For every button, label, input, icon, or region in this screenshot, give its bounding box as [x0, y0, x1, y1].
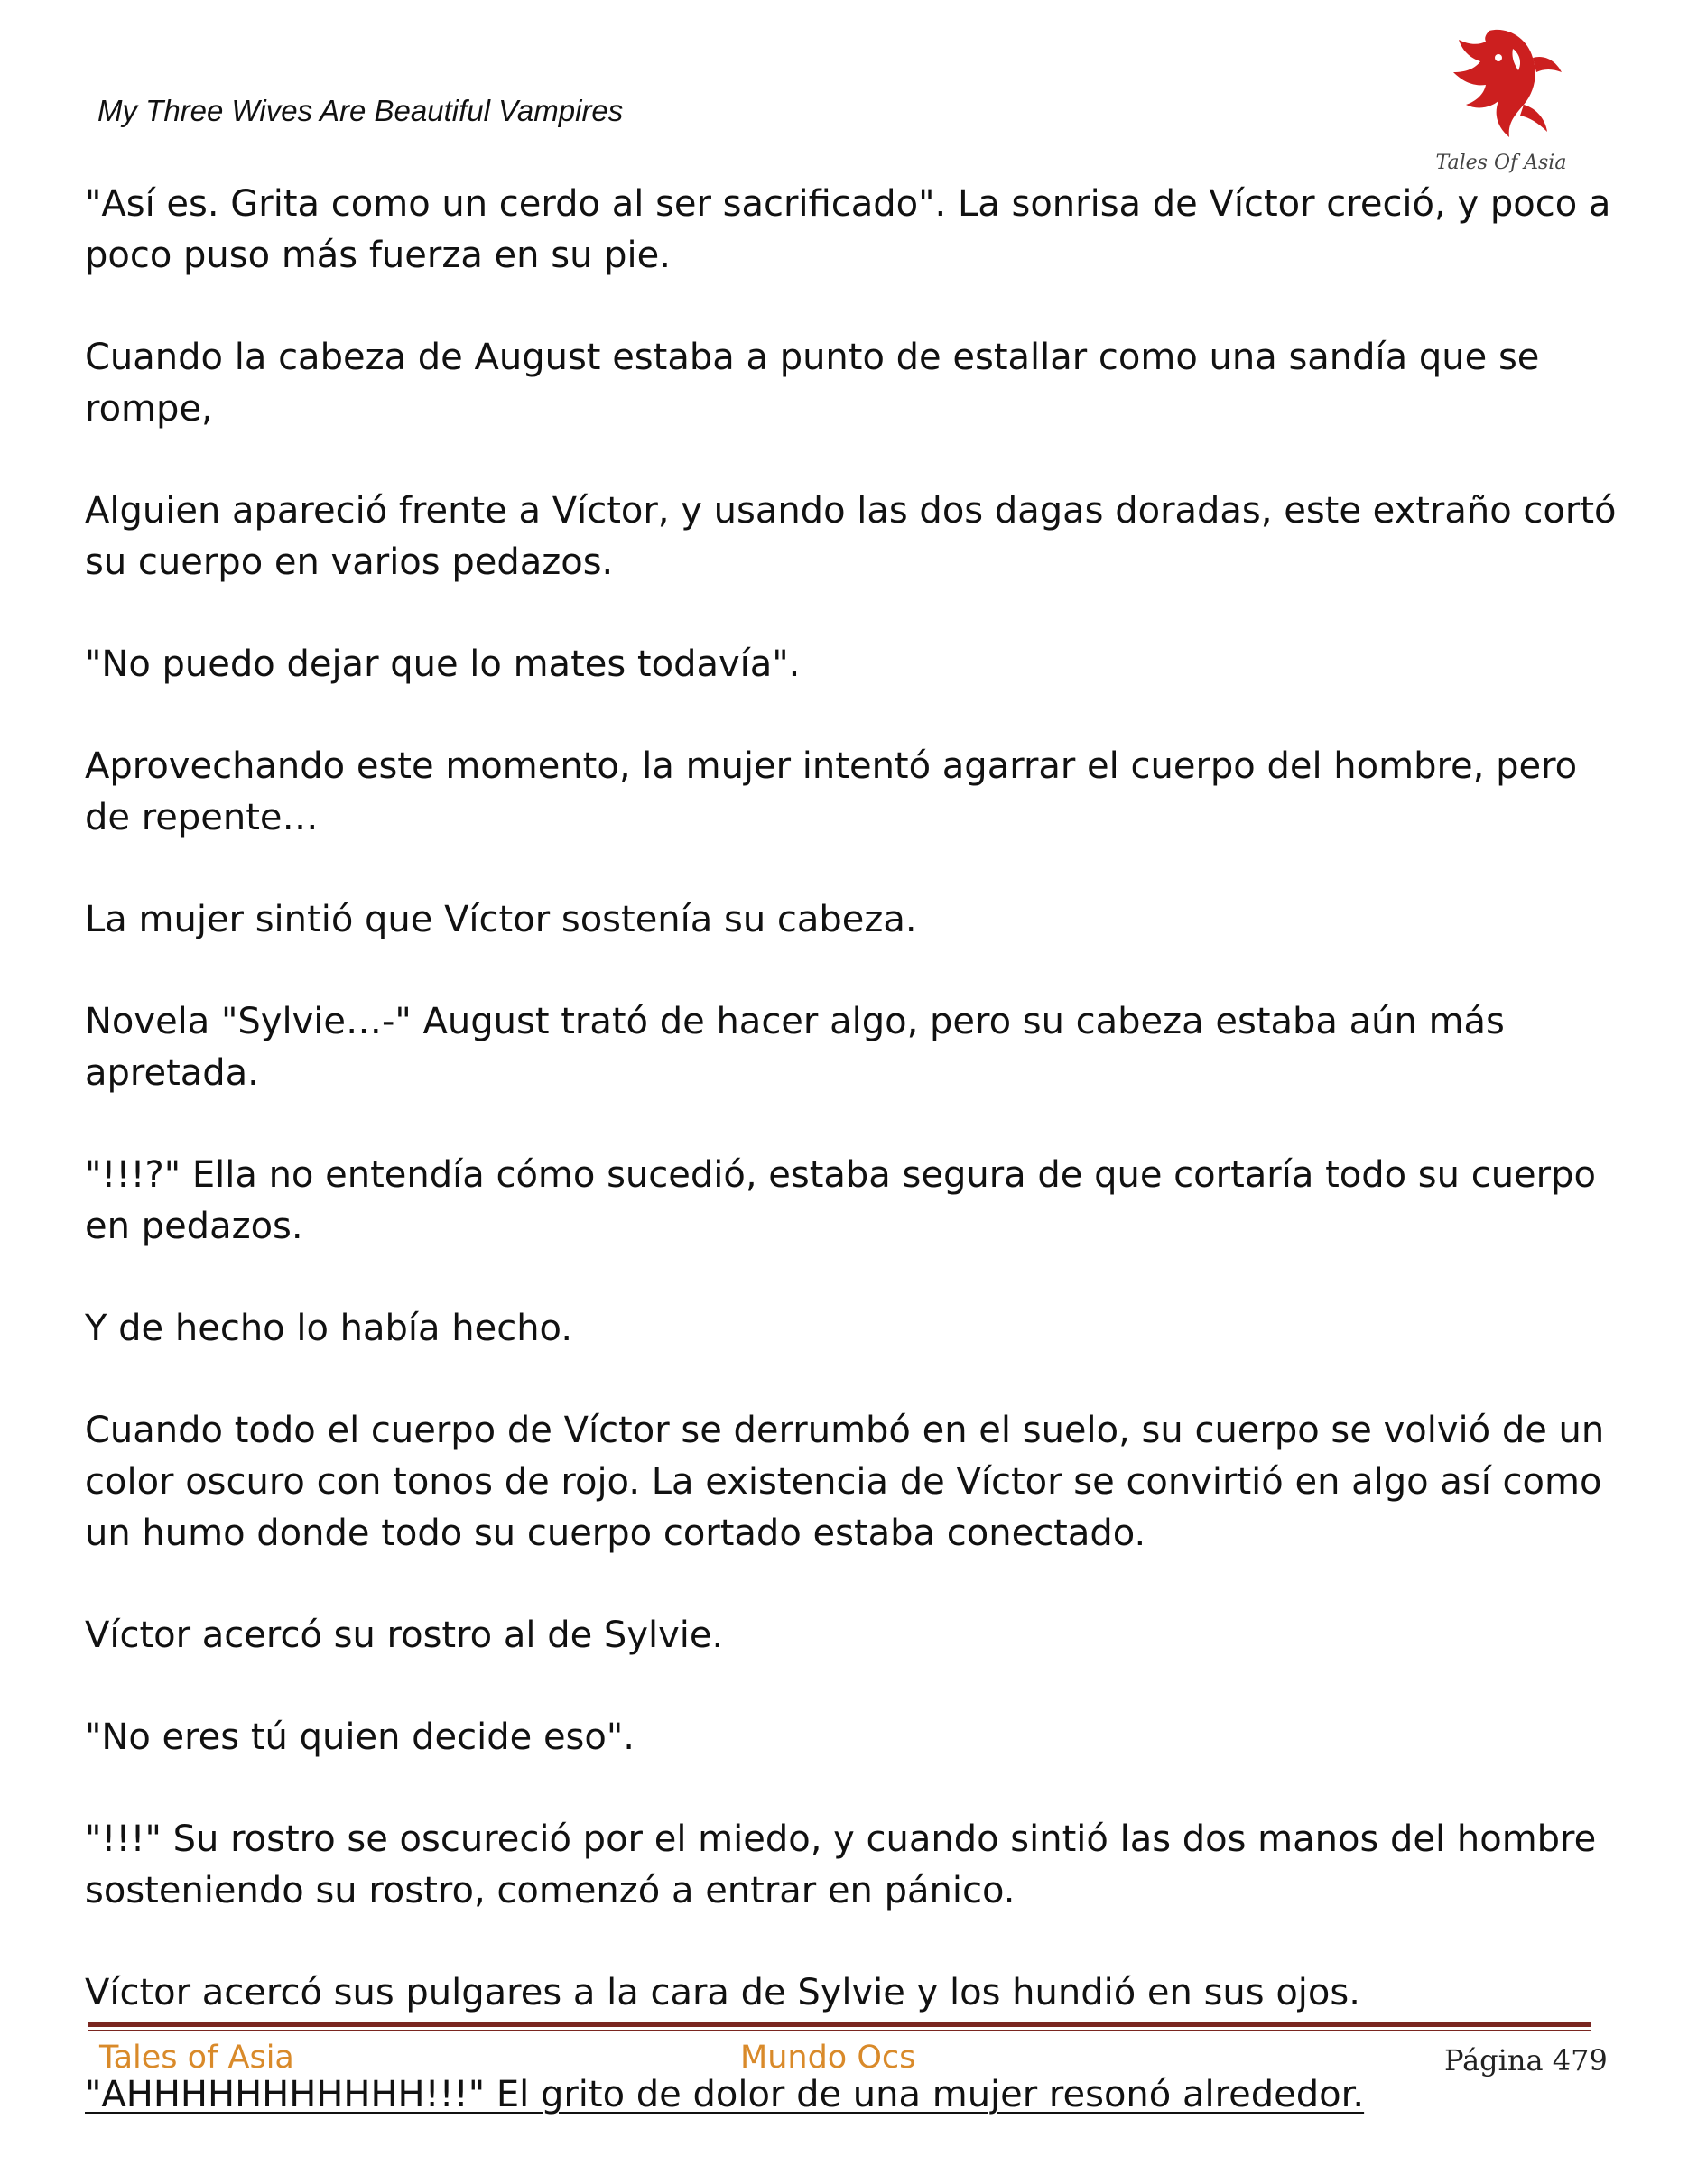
- paragraph: Aprovechando este momento, la mujer intentó agarrar el cuerpo del hombre, pero de repente…: [85, 745, 1578, 838]
- page-number: Página 479: [1444, 2043, 1608, 2078]
- paragraph: "No eres tú quien decide eso".: [85, 1717, 635, 1758]
- paragraph: Cuando la cabeza de August estaba a punto de estallar como una sandía que se rompe,: [85, 337, 1540, 430]
- footer-site-name: Tales of Asia: [99, 2040, 294, 2076]
- paragraph: Víctor acercó su rostro al de Sylvie.: [85, 1615, 724, 1656]
- footer-divider: [88, 2022, 1591, 2032]
- paragraph: Víctor acercó sus pulgares a la cara de Sylvie y los hundió en sus ojos.: [85, 1972, 1360, 2013]
- paragraph: "!!!" Su rostro se oscureció por el miedo, y cuando sintió las dos manos del hombre sosteniendo su rostro, comenzó a entrar en pánico.: [85, 1818, 1597, 1911]
- paragraph: Alguien apareció frente a Víctor, y usando las dos dagas doradas, este extraño cortó su cuerpo en varios pedazos.: [85, 490, 1617, 583]
- paragraph: "!!!?" Ella no entendía cómo sucedió, estaba segura de que cortaría todo su cuerpo en pedazos.: [85, 1154, 1596, 1247]
- paragraph: La mujer sintió que Víctor sostenía su cabeza.: [85, 899, 917, 940]
- paragraph: Y de hecho lo había hecho.: [85, 1308, 573, 1349]
- paragraph: Novela "Sylvie…-" August trató de hacer algo, pero su cabeza estaba aún más apretada.: [85, 1001, 1505, 1094]
- paragraph: "Así es. Grita como un cerdo al ser sacrificado". La sonrisa de Víctor creció, y poco a poco puso más fuerza en su pie.: [85, 183, 1611, 276]
- paragraph: Cuando todo el cuerpo de Víctor se derrumbó en el suelo, su cuerpo se volvió de un color oscuro con tonos de rojo. La existencia de Víctor se convirtió en algo así como un humo donde todo su cuerpo cortado estaba conectado.: [85, 1410, 1605, 1554]
- paragraph: "No puedo dejar que lo mates todavía".: [85, 643, 801, 685]
- paragraph: "AHHHHHHHHHHH!!!" El grito de dolor de una mujer resonó alrededor.: [85, 2074, 1365, 2115]
- book-title: My Three Wives Are Beautiful Vampires: [97, 94, 624, 127]
- chapter-body: [85, 179, 1619, 2121]
- footer-section-name: Mundo Ocs: [740, 2040, 916, 2076]
- logo-text: Tales Of Asia: [1435, 152, 1567, 174]
